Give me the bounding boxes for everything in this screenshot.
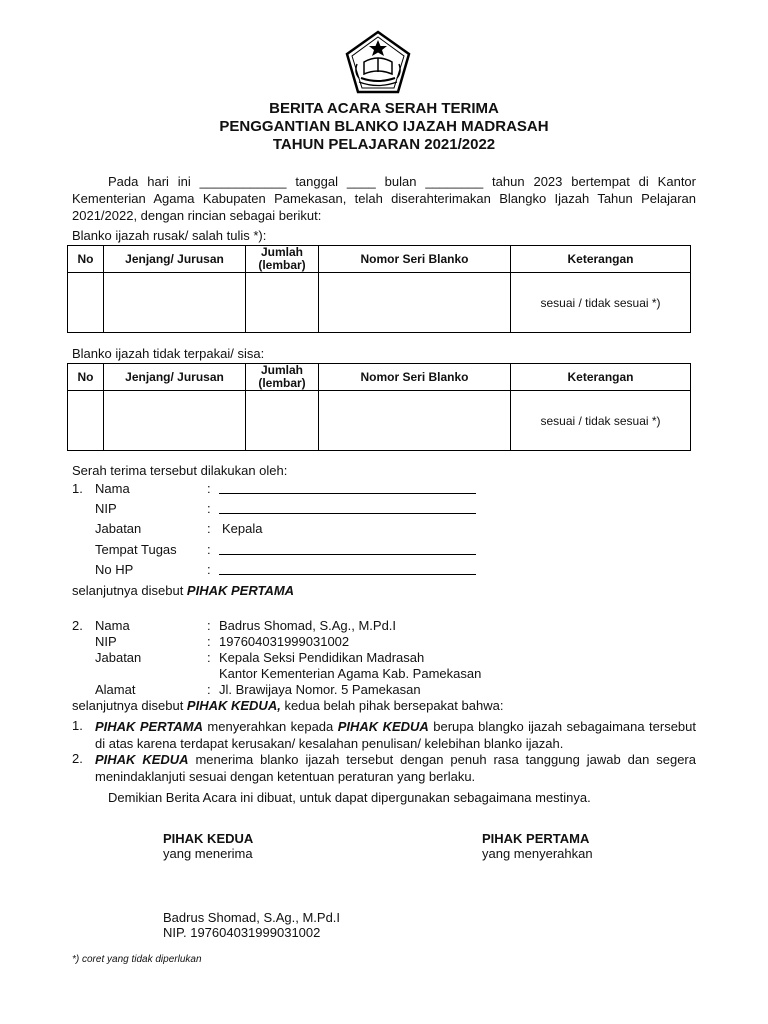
party2-jabatan-value2: Kantor Kementerian Agama Kab. Pamekasan xyxy=(219,666,482,681)
col-nomor: Nomor Seri Blanko xyxy=(319,364,511,391)
handover-intro: Serah terima tersebut dilakukan oleh: xyxy=(72,463,288,478)
keterangan-cell: sesuai / tidak sesuai *) xyxy=(511,391,691,451)
party2-nama-value: Badrus Shomad, S.Ag., M.Pd.I xyxy=(219,618,397,633)
party2-jabatan-label: Jabatan xyxy=(95,650,142,665)
party2-nama-label: Nama xyxy=(95,618,130,633)
col-jenjang: Jenjang/ Jurusan xyxy=(104,364,246,391)
doc-title-line3: TAHUN PELAJARAN 2021/2022 xyxy=(272,136,496,153)
party2-alamat-value: Jl. Brawijaya Nomor. 5 Pamekasan xyxy=(219,682,421,697)
intro-paragraph: Pada hari ini ____________ tanggal ____ bulan ________ tahun 2023 bertempat di Kantor Kementerian Agama Kabupaten Pamekasan, telah diserahterimakan Blangko Ijazah Tahun Pelajaran 2021/2022, dengan rincian sebagai berikut: xyxy=(72,174,696,223)
sig-right-title: PIHAK PERTAMA xyxy=(482,831,590,846)
closing-statement: Demikian Berita Acara ini dibuat, untuk dapat dipergunakan sebagaimana mestinya. xyxy=(108,790,591,805)
party1-jabatan-value: Kepala xyxy=(222,521,263,536)
doc-title-line2: PENGGANTIAN BLANKO IJAZAH MADRASAH xyxy=(219,118,549,135)
party1-nama-field[interactable] xyxy=(219,479,476,494)
damaged-blanko-table xyxy=(67,245,691,333)
sig-right-sub: yang menyerahkan xyxy=(482,846,593,861)
col-jumlah: Jumlah (lembar) xyxy=(246,364,319,391)
party1-nip-label: NIP xyxy=(95,501,117,516)
agreement-item-2: PIHAK KEDUA menerima blanko ijazah tersebut dengan penuh rasa tanggung jawab dan segera menindaklanjuti sesuai dengan ketentuan peraturan yang berlaku. xyxy=(95,752,696,784)
footnote: *) coret yang tidak diperlukan xyxy=(72,954,202,965)
party2-alamat-label: Alamat xyxy=(95,682,136,697)
party2-jabatan-value1: Kepala Seksi Pendidikan Madrasah xyxy=(219,650,425,665)
col-no: No xyxy=(68,246,104,273)
emblem-icon xyxy=(343,28,413,98)
sig-left-title: PIHAK KEDUA xyxy=(163,831,254,846)
col-no: No xyxy=(68,364,104,391)
party1-nip-field[interactable] xyxy=(219,499,476,514)
col-nomor: Nomor Seri Blanko xyxy=(319,246,511,273)
col-jumlah: Jumlah (lembar) xyxy=(246,246,319,273)
ministry-logo xyxy=(343,28,413,98)
col-keterangan: Keterangan xyxy=(511,364,691,391)
party1-tempat-field[interactable] xyxy=(219,540,476,555)
party1-hp-label: No HP xyxy=(95,562,134,577)
party2-nip-value: 197604031999031002 xyxy=(219,634,350,649)
table-header-row xyxy=(68,246,691,273)
party1-nama-label: Nama xyxy=(95,481,130,496)
party2-number: 2. xyxy=(72,618,83,633)
party2-nip-label: NIP xyxy=(95,634,117,649)
party1-number: 1. xyxy=(72,481,83,496)
agreement-item-1: PIHAK PERTAMA menyerahkan kepada PIHAK KEDUA berupa blangko ijazah sebagaimana tersebut di atas karena terdapat kerusakan/ kesalahan penulisan/ kelebihan blanko ijazah. xyxy=(95,719,696,751)
party2-reference: selanjutnya disebut PIHAK KEDUA, kedua belah pihak bersepakat bahwa: xyxy=(72,698,504,713)
party1-reference: selanjutnya disebut PIHAK PERTAMA xyxy=(72,583,295,598)
table2-caption: Blanko ijazah tidak terpakai/ sisa: xyxy=(72,346,265,361)
col-keterangan: Keterangan xyxy=(511,246,691,273)
col-jenjang: Jenjang/ Jurusan xyxy=(104,246,246,273)
table1-caption: Blanko ijazah rusak/ salah tulis *): xyxy=(72,228,267,243)
party1-hp-field[interactable] xyxy=(219,560,476,575)
party1-tempat-label: Tempat Tugas xyxy=(95,542,177,557)
sig-left-sub: yang menerima xyxy=(163,846,253,861)
table-header-row xyxy=(68,364,691,391)
table-row xyxy=(68,391,691,451)
keterangan-cell: sesuai / tidak sesuai *) xyxy=(511,273,691,333)
unused-blanko-table xyxy=(67,363,691,451)
table-row xyxy=(68,273,691,333)
party1-jabatan-label: Jabatan xyxy=(95,521,142,536)
sig-left-nip: NIP. 197604031999031002 xyxy=(163,925,321,940)
sig-left-name: Badrus Shomad, S.Ag., M.Pd.I xyxy=(163,910,341,925)
doc-title-line1: BERITA ACARA SERAH TERIMA xyxy=(269,100,499,117)
